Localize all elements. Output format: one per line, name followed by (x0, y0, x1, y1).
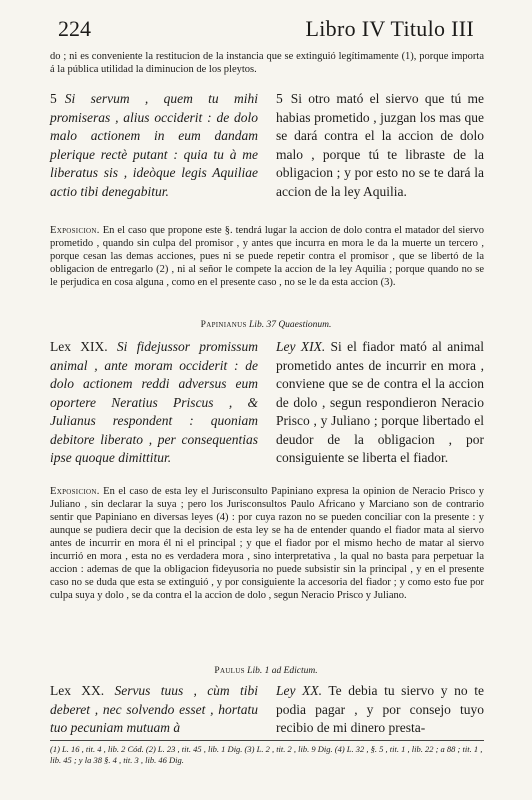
lex-19-spanish-heading: Ley XIX. (276, 339, 326, 354)
lex-19-latin-heading: Lex XIX. (50, 339, 108, 354)
lex-19-latin-text: Si fidejussor promissum animal , ante moram occiderit : de dolo actionem reddi adversus eum oportere Neratius Priscus , & Julianus respondent : quoniam debitore liberato , per consequentias ipse quoque dimittitur. (50, 339, 258, 465)
footnotes: (1) L. 16 , tit. 4 , lib. 2 Cód. (2) L. 23 , tit. 45 , lib. 1 Dig. (3) L. 2 , tit. 2 , lib. 9 Dig. (4) L. 32 , §. 5 , tit. 1 , lib. 22 ; a 88 ; tit. 1 , lib. 45 ; y la 38 §. 4 , tit. 3 , lib. 46 Dig. (50, 744, 483, 765)
source-papinianus (0, 320, 532, 330)
source-paulus (0, 666, 532, 676)
lex-19-spanish (276, 338, 484, 468)
exposition-1 (50, 224, 484, 289)
section-5-latin-number: 5 (50, 91, 57, 106)
section-5-latin-text: Si servum , quem tu mihi promiseras , alius occiderit : de dolo malo actionem in eum dandam plerique rectè putant : quia tu à me liberatus sis , ideòque legis Aquiliae actio tibi denegabitur. (50, 91, 258, 199)
page-number: 224 (58, 16, 91, 41)
source-papinianus-author: Papinianus (200, 320, 247, 330)
source-paulus-author: Paulus (214, 666, 245, 676)
lex-19 (50, 338, 484, 478)
continuation-paragraph: do ; ni es conveniente la restitucion de la instancia que se extinguió legítimamente (1), porque importa á la pública utilidad la diminucion de los pleytos. (50, 51, 484, 75)
source-papinianus-ref: Lib. 37 Quaestionum. (246, 320, 332, 330)
lex-20-spanish-text: Te debia tu siervo y no te podia pagar , y por consejo tuyo recibio de mi dinero presta- (276, 683, 484, 735)
exposition-2 (50, 485, 484, 602)
exposition-1-text: En el caso que propone este §. tendrá lugar la accion de dolo contra el matador del siervo prometido , quando sin culpa del promisor , y antes que incurra en mora le da la muerte un tercero , porque cesan las demas acciones, pues ni se puede repetir contra el promisor , que se libertó de la obligacion de entregarlo (2) , ni al señor le compete la accion de la ley Aquilia ; porque quando no se le perjudica en cosa alguna , como en el presente caso , no se le da esta accion (3). (50, 225, 484, 288)
exposition-2-label: Exposicion. (50, 486, 100, 497)
section-5 (50, 90, 484, 220)
exposition-2-text: En el caso de esta ley el Jurisconsulto Papiniano expresa la opinion de Neracio Prisco y Juliano , sin declarar la suya ; pero los Jurisconsultos Paulo Africano y Marciano son de contrario sentir que Papiniano en diversas leyes (4) : por cuya razon no se pueden conciliar con la presente : y aunque se pudiera decir que la decision de esta ley se ha de entender quando el fiador mata al siervo antes de incurrir en mora él ni el principal ; y que el fiador por el mismo hecho de matar al siervo incurrió en mora , esta no es verdadera mora , sino interpretativa , la qual no basta para perpetuar la accion : ademas de que la obligacion fideyusoria no puede subsistir sin la principal , y en el presente caso no se duda que esta se extinguió , y por consiguiente la accesoria del fiador ; y como esto fue por culpa suya y dolo , se da contra el la accion de dolo , segun Neracio Prisco y Juliano. (50, 486, 484, 601)
running-header (58, 16, 474, 42)
section-5-spanish-number: 5 (276, 91, 283, 106)
exposition-1-label: Exposicion. (50, 225, 100, 236)
lex-20-latin-text: Servus tuus , cùm tibi deberet , nec solvendo esset , hortatu tuo pecuniam mutuam à (50, 683, 258, 735)
lex-19-spanish-text: Si el fiador mató al animal prometido antes de incurrir en mora , conviene que se de contra el la accion de dolo , segun respondieron Neracio Prisco , y Juliano ; porque libertado el deudor de la obligacion , por consiguiente se liberta el fiador. (276, 339, 484, 465)
section-5-latin (50, 90, 258, 201)
lex-20-latin (50, 682, 258, 738)
lex-20-latin-heading: Lex XX. (50, 683, 105, 698)
section-5-spanish-text: Si otro mató el siervo que tú me habias prometido , juzgan los mas que se dará contra el la accion de dolo malo , porque tú te libraste de la obligacion ; y por esto no se te dará la accion de la ley Aquilia. (276, 91, 484, 199)
footnote-divider (50, 740, 484, 741)
lex-20-spanish (276, 682, 484, 738)
source-paulus-ref: Lib. 1 ad Edictum. (244, 666, 318, 676)
section-5-spanish (276, 90, 484, 201)
lex-20-spanish-heading: Ley XX. (276, 683, 322, 698)
lex-20 (50, 682, 484, 738)
running-title: Libro IV Titulo III (305, 16, 474, 41)
lex-19-latin (50, 338, 258, 468)
